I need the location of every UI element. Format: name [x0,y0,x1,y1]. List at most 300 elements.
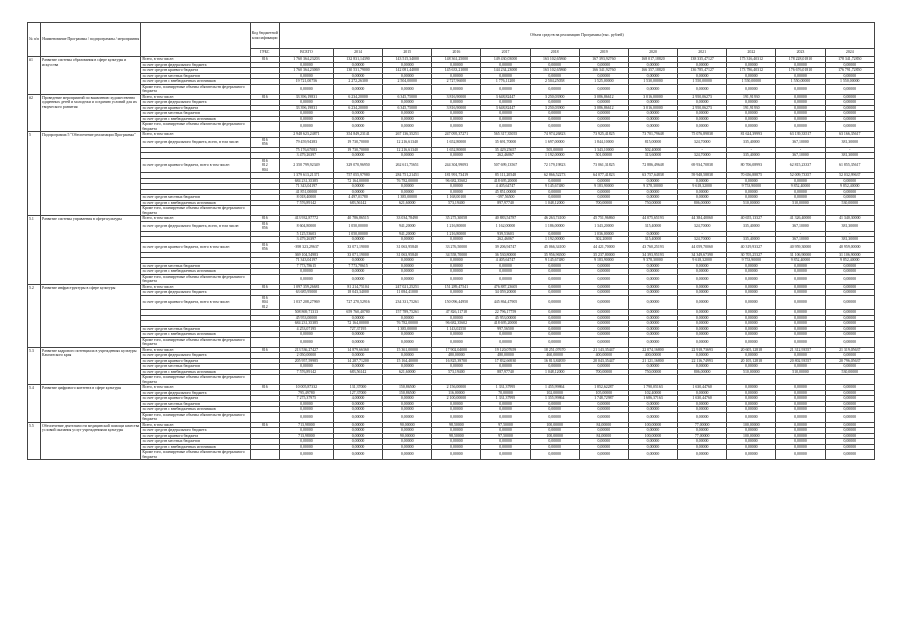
amount-cell: -397,56500 [481,195,530,201]
amount-cell: 0,00000 [432,184,481,190]
header-year: 2022 [727,49,776,57]
amount-cell: 4 497,01780 [333,195,382,201]
amount-cell: 234 331,75261 [383,295,432,310]
amount-cell: 145 633,21000 [432,68,481,74]
amount-cell: 1 550,00000 [776,79,825,85]
amount-cell: 0,00000 [333,450,382,460]
amount-cell: 64 077,41823 [579,173,628,179]
amount-cell: 324,70000 [678,137,727,147]
amount-cell: 0,00000 [530,364,579,370]
amount-cell: 0,00000 [825,274,874,284]
amount-cell: 7 576,89142 [279,369,333,375]
amount-cell: 0,00000 [776,433,825,439]
amount-cell: 0,00000 [481,263,530,269]
amount-cell: 621,60000 [383,369,432,375]
amount-cell: 367,10000 [776,137,825,147]
amount-cell: 0,00000 [432,428,481,434]
amount-cell: 0,00000 [579,401,628,407]
amount-cell: 0,00000 [333,428,382,434]
amount-cell: 573,19400 [432,200,481,206]
amount-cell: 45 953,00000 [279,315,333,321]
amount-cell: 0,00000 [628,269,677,275]
amount-cell: 757 055,97980 [333,173,382,179]
amount-cell: 150,86500 [383,390,432,396]
amount-cell: -398 323,29637 [279,242,333,252]
amount-cell: 7 773,78615 [279,263,333,269]
amount-cell: 191,91930 [727,94,776,100]
amount-cell: 9 852,40000 [776,184,825,190]
amount-cell: 33 396,19831 [279,105,333,111]
amount-cell: - [727,231,776,237]
amount-cell: 1 550,00000 [825,79,874,85]
amount-cell: 381,30000 [825,221,874,231]
amount-cell: 0,00000 [481,84,530,94]
amount-cell: 1 331,37995 [481,396,530,402]
amount-cell: 0,00000 [776,332,825,338]
amount-cell: 0,00000 [628,231,677,237]
grbs-code [250,221,279,231]
amount-cell: 40 319,93327 [727,242,776,252]
amount-cell: 0,00000 [628,195,677,201]
amount-cell: 0,00000 [383,337,432,347]
amount-cell: 0,00000 [825,189,874,195]
amount-cell: 502,40000 [628,147,677,153]
amount-cell: 3 648,82447 [481,94,530,100]
amount-cell: - [825,147,874,153]
amount-cell: 1 697,00000 [530,137,579,147]
amount-cell: 0,00000 [333,422,382,428]
amount-cell: 0,00000 [628,116,677,122]
amount-cell: 0,00000 [678,62,727,68]
amount-cell: 75 076,89838 [678,132,727,138]
amount-cell: 0,00000 [825,269,874,275]
amount-cell: 0,00000 [432,450,481,460]
amount-cell: 181 991,73419 [432,173,481,179]
grbs-code [250,122,279,132]
amount-cell: 167 393,92760 [579,57,628,63]
amount-cell: 1 216,80000 [432,231,481,237]
amount-cell: 9 852,40000 [825,258,874,264]
amount-cell: 324,70000 [678,153,727,159]
amount-cell: 0,00000 [628,189,677,195]
amount-cell: 1 455,99864 [530,385,579,391]
amount-cell: 4,00000 [333,396,382,402]
amount-cell: 0,00000 [383,258,432,264]
table-row [28,412,875,422]
table-row [28,428,875,434]
amount-cell: 1 652,80000 [432,147,481,153]
amount-cell: 0,00000 [825,290,874,296]
amount-cell: 0,00000 [579,332,628,338]
amount-cell: 19 721,00756 [279,79,333,85]
amount-cell: 0,00000 [776,310,825,316]
amount-cell: 1 550,00000 [727,79,776,85]
amount-cell: 1 168,00100 [432,195,481,201]
amount-cell: 0,00000 [678,407,727,413]
table-row [28,439,875,445]
amount-cell: 205 957,59985 [279,358,333,364]
amount-cell [530,375,579,385]
amount-cell: 0,00000 [825,407,874,413]
amount-cell: 0,00000 [776,364,825,370]
amount-cell: 313,60000 [628,153,677,159]
amount-cell: 21 312,93557 [776,347,825,353]
amount-cell: 143 515,34000 [383,57,432,63]
amount-cell: 0,00000 [530,195,579,201]
amount-cell: - [776,231,825,237]
amount-cell: 4 253,07195 [279,326,333,332]
table-row [28,284,875,290]
amount-cell: 69 934,70838 [678,158,727,173]
funding-source: за счет средств местных бюджетов [141,364,250,370]
amount-cell: 505,00000 [530,147,579,153]
amount-cell: 0,00000 [579,263,628,269]
amount-cell: 1 037 208,27969 [279,295,333,310]
amount-cell: 34 393,95193 [628,252,677,258]
amount-cell: 70,00000 [481,390,530,396]
amount-cell: 1 343,10000 [579,147,628,153]
amount-cell: 0,00000 [727,62,776,68]
grbs-code [250,84,279,94]
funding-source: Всего, в том числе: [141,284,250,290]
amount-cell: 45 066,34100 [530,242,579,252]
amount-cell: 0,00000 [727,189,776,195]
amount-cell: 20 796,05637 [825,358,874,364]
funding-source: Кроме того, планируемые объемы обязательств федерального бюджета [141,84,250,94]
amount-cell: 0,00000 [333,111,382,117]
amount-cell: 2 504,00000 [383,79,432,85]
amount-cell: 0,00000 [383,332,432,338]
amount-cell: - [825,231,874,237]
grbs-code-value: 816 [261,284,268,289]
amount-cell: 0,00000 [530,84,579,94]
amount-cell: 0,00000 [333,184,382,190]
grbs-code [250,242,279,252]
amount-cell: 0,00000 [333,84,382,94]
amount-cell: 98,50000 [432,422,481,428]
amount-cell: 0,00000 [530,189,579,195]
amount-cell: 0,00000 [530,290,579,296]
amount-cell: 2 100,00000 [432,396,481,402]
amount-cell: 0,00000 [727,73,776,79]
amount-cell: 0,00000 [383,401,432,407]
amount-cell: 44 075,65193 [628,216,677,222]
measure-name: Развитие инфраструктуры в сфере культуры [41,284,141,347]
amount-cell: 0,00000 [776,315,825,321]
amount-cell: 335,40000 [727,137,776,147]
amount-cell: 0,00000 [481,111,530,117]
table-row [28,111,875,117]
amount-cell: 0,00000 [628,290,677,296]
row-number: #2 [28,94,41,132]
amount-cell: 0,00000 [727,310,776,316]
table-row [28,364,875,370]
amount-cell: 750,00000 [628,369,677,375]
amount-cell: 0,00000 [432,258,481,264]
amount-cell: 9 378,30000 [628,184,677,190]
amount-cell: 168 017,18820 [628,57,677,63]
funding-source: Кроме того, планируемые объемы обязательств федерального бюджета [141,206,250,216]
amount-cell: 31 106,90000 [776,252,825,258]
table-row [28,263,875,269]
amount-cell: 17 832,66930 [481,358,530,364]
amount-cell: 149 430,03000 [481,57,530,63]
amount-cell: 247 021,25251 [383,284,432,290]
funding-source: за счет средств краевого бюджета [141,433,250,439]
amount-cell: 2 156,00000 [432,385,481,391]
amount-cell: 1 385,00000 [383,195,432,201]
amount-cell: 0,00000 [530,412,579,422]
table-row [28,206,875,216]
header-source [141,23,250,57]
amount-cell: 0,00000 [333,269,382,275]
amount-cell: 0,00000 [579,321,628,327]
amount-cell: 0,00000 [727,178,776,184]
amount-cell: 0,00000 [776,407,825,413]
amount-cell: 0,00000 [333,189,382,195]
table-row [28,375,875,385]
amount-cell: 0,00000 [579,310,628,316]
amount-cell: 997,56500 [481,326,530,332]
amount-cell: 1 050,00000 [333,221,382,231]
amount-cell: 0,00000 [776,295,825,310]
amount-cell: 34 349,67390 [678,252,727,258]
amount-cell: 0,00000 [530,337,579,347]
amount-cell: 0,00000 [279,84,333,94]
amount-cell: 72 164,00000 [333,321,382,327]
amount-cell: 0,00000 [333,258,382,264]
amount-cell: 3 016,00000 [628,94,677,100]
amount-cell: 74 974,26823 [530,132,579,138]
amount-cell: 2 948 623,24871 [279,132,333,138]
amount-cell: 244 304,99093 [432,158,481,173]
funding-source: за счет средств с внебюджетных источников [141,407,250,413]
header-year: 2017 [481,49,530,57]
amount-cell: 0,00000 [825,284,874,290]
amount-cell: 77,00000 [678,422,727,428]
amount-cell: 1 652,80000 [432,137,481,147]
amount-cell: 0,00000 [776,189,825,195]
amount-cell: 0,00000 [825,326,874,332]
amount-cell: 0,00000 [727,390,776,396]
amount-cell: 0,00000 [432,269,481,275]
funding-source: Всего, в том числе: [141,347,250,353]
amount-cell: 0,00000 [333,73,382,79]
amount-cell: 0,00000 [776,274,825,284]
grbs-code [250,158,279,173]
amount-cell: 33 034,78490 [383,216,432,222]
amount-cell: 100,00000 [628,433,677,439]
amount-cell: 0,00000 [776,290,825,296]
amount-cell: 0,00000 [678,290,727,296]
amount-cell: 9 378,30000 [628,258,677,264]
header-name: Наименование Программы / подпрограммы / мероприятия [41,23,141,57]
funding-source: Всего, в том числе: [141,132,250,138]
amount-cell: 3 479,26397 [279,237,333,243]
amount-cell: 2 950,06273 [678,94,727,100]
amount-cell: 10 005,87332 [279,385,333,391]
amount-cell: 176 676,01810 [776,68,825,74]
table-row [28,295,875,310]
amount-cell: 0,00000 [628,412,677,422]
amount-cell [628,206,677,216]
amount-cell: - [776,147,825,153]
amount-cell: 0,00000 [678,310,727,316]
amount-cell: 0,00000 [628,100,677,106]
table-row [28,73,875,79]
amount-cell: 0,00000 [776,353,825,359]
amount-cell: 0,00000 [776,105,825,111]
amount-cell: 0,00000 [279,439,333,445]
amount-cell: 3 250,03900 [530,94,579,100]
funding-source: за счет средств краевого бюджета, всего в том числе: [141,295,250,310]
amount-cell: 0,00000 [628,364,677,370]
amount-cell: 41 326,40000 [776,216,825,222]
amount-cell: 460,00000 [530,353,579,359]
amount-cell: 0,00000 [579,111,628,117]
funding-source: за счет средств федерального бюджета [141,390,250,396]
amount-cell: 0,00000 [825,337,874,347]
funding-source: за счет средств местных бюджетов [141,263,250,269]
amount-cell: 96 682,35602 [432,321,481,327]
amount-cell [727,206,776,216]
amount-cell: 0,00000 [279,100,333,106]
amount-cell: 806,00000 [678,200,727,206]
amount-cell: 43 760,25193 [628,242,677,252]
amount-cell: 0,00000 [579,315,628,321]
amount-cell: 8 018,40000 [279,195,333,201]
amount-cell: 0,00000 [432,364,481,370]
amount-cell: 0,00000 [530,263,579,269]
amount-cell: 0,00000 [776,450,825,460]
amount-cell: 0,00000 [628,84,677,94]
table-row [28,242,875,252]
funding-source: за счет средств местных бюджетов [141,439,250,445]
grbs-code-value: 816 [261,242,268,247]
amount-cell: 480,00000 [432,353,481,359]
amount-cell: 0,00000 [678,412,727,422]
amount-cell: 9 852,40000 [825,184,874,190]
amount-cell: 0,00000 [383,122,432,132]
amount-cell: 0,00000 [628,332,677,338]
amount-cell: 4 405,64747 [481,184,530,190]
amount-cell: 0,00000 [530,111,579,117]
amount-cell: 40 655,13327 [727,216,776,222]
amount-cell: 1 748,72987 [579,396,628,402]
amount-cell: 73 061,31825 [579,158,628,173]
amount-cell: 0,00000 [825,116,874,122]
amount-cell: 0,00000 [825,353,874,359]
funding-source: за счет средств краевого бюджета [141,68,250,74]
amount-cell [530,206,579,216]
amount-cell: 0,00000 [776,100,825,106]
amount-cell: 0,00000 [383,73,432,79]
amount-cell: 0,00000 [825,439,874,445]
amount-cell: 7 773,78615 [333,263,382,269]
grbs-code [250,295,279,310]
amount-cell: 335,40000 [727,153,776,159]
amount-cell: 354 849,23141 [333,132,382,138]
amount-cell: 44 384,40060 [678,216,727,222]
amount-cell: 9 852,40000 [776,258,825,264]
amount-cell: 63 166,35617 [825,132,874,138]
amount-cell: 72 164,00000 [333,178,382,184]
amount-cell: 0,00000 [825,321,874,327]
amount-cell: 45 751,96860 [579,216,628,222]
funding-source: за счет средств местных бюджетов [141,326,250,332]
amount-cell: 0,00000 [383,412,432,422]
amount-cell: 1 760 364,23069 [279,68,333,74]
amount-cell: 0,00000 [678,73,727,79]
row-number: 5 [28,132,41,216]
funding-source: за счет средств с внебюджетных источников [141,332,250,338]
table-row [28,407,875,413]
amount-cell: 12 216,61340 [383,137,432,147]
amount-cell: 1 760 364,23203 [279,57,333,63]
amount-cell: 46 263,74100 [530,216,579,222]
amount-cell: 0,00000 [579,189,628,195]
header-year: 2024 [825,49,874,57]
amount-cell: 0,00000 [678,178,727,184]
amount-cell: 63 757,64838 [628,173,677,179]
amount-cell: 0,00000 [579,84,628,94]
amount-cell: 47 826,11718 [432,310,481,316]
amount-cell: 0,00000 [776,284,825,290]
amount-cell: 0,00000 [628,111,677,117]
amount-cell: 0,00000 [432,407,481,413]
table-row [28,79,875,85]
amount-cell: 0,00000 [432,412,481,422]
amount-cell [579,206,628,216]
amount-cell: 0,00000 [530,428,579,434]
amount-cell: 81 624,39993 [727,132,776,138]
amount-cell: 0,00000 [383,184,432,190]
amount-cell: 31 063,95840 [383,252,432,258]
grbs-code-value: 816 [261,57,268,61]
amount-cell [432,206,481,216]
amount-cell: 0,00000 [628,444,677,450]
amount-cell: 3 816,90000 [432,105,481,111]
amount-cell: 0,00000 [333,62,382,68]
header-year: 2016 [432,49,481,57]
amount-cell: 0,00000 [727,401,776,407]
amount-cell: 0,00000 [776,444,825,450]
amount-cell: 0,00000 [776,116,825,122]
amount-cell: 0,00000 [530,450,579,460]
amount-cell: 0,00000 [279,401,333,407]
amount-cell: 0,00000 [432,62,481,68]
table-row [28,401,875,407]
amount-cell: 0,00000 [383,396,432,402]
amount-cell: 0,00000 [530,326,579,332]
amount-cell: 0,00000 [776,84,825,94]
amount-cell: 0,00000 [727,274,776,284]
amount-cell: 0,00000 [678,284,727,290]
amount-cell: 7 275,37975 [279,396,333,402]
amount-cell [776,375,825,385]
amount-cell: 34 059,20000 [481,290,530,296]
amount-cell: 262,46067 [481,153,530,159]
amount-cell: 0,00000 [481,444,530,450]
amount-cell [279,375,333,385]
amount-cell: 0,00000 [481,100,530,106]
amount-cell: 73 701,79648 [628,132,677,138]
amount-cell: 684 231,35385 [279,178,333,184]
amount-cell: 0,00000 [579,178,628,184]
amount-cell [383,206,432,216]
amount-cell: 0,00000 [727,332,776,338]
amount-cell: 100,00000 [727,433,776,439]
